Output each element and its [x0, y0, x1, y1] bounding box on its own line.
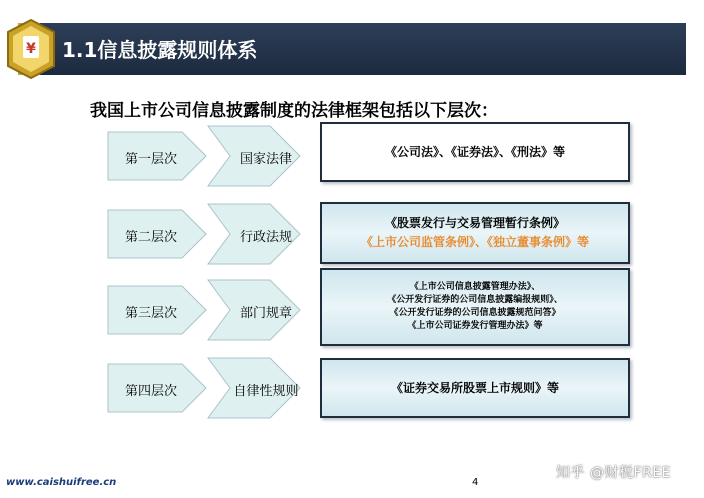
content-box	[320, 202, 630, 264]
level-label: 第三层次	[124, 306, 177, 321]
law-label: 国家法律	[239, 152, 292, 167]
logo-icon	[4, 18, 58, 80]
content-line: 《证券交易所股票上市规则》等	[390, 380, 559, 395]
law-label: 部门规章	[239, 306, 292, 321]
page-title: 1.1信息披露规则体系	[62, 38, 258, 62]
law-label: 自律性规则	[233, 384, 299, 399]
content-line: 《公司法》、《证券法》、《刑法》等	[384, 144, 565, 159]
content-line-highlight: 《上市公司监管条例》、《独立董事条例》等	[360, 235, 589, 249]
svg-text:¥: ¥	[26, 41, 36, 57]
footer-url: www.caishuifree.cn	[6, 477, 117, 488]
level-label: 第二层次	[124, 230, 177, 245]
subtitle: 我国上市公司信息披露制度的法律框架包括以下层次：	[90, 101, 498, 121]
level-label: 第一层次	[124, 152, 177, 167]
content-line: 《股票发行与交易管理暂行条例》	[384, 216, 565, 230]
content-line: 《上市公司信息披露管理办法》、	[409, 282, 541, 292]
watermark: 知乎 @财税FREE	[556, 465, 671, 481]
content-line: 《公开发行证券的公司信息披露编报规则》、	[387, 295, 563, 305]
level-label: 第四层次	[124, 384, 177, 399]
content-box	[320, 268, 630, 346]
content-line: 《上市公司证券发行管理办法》等	[407, 321, 543, 331]
law-label: 行政法规	[239, 230, 292, 245]
content-box	[320, 122, 630, 182]
page-number: 4	[472, 477, 479, 488]
content-box	[320, 358, 630, 418]
content-line: 《公开发行证券的公司信息披露规范问答》	[389, 308, 561, 318]
